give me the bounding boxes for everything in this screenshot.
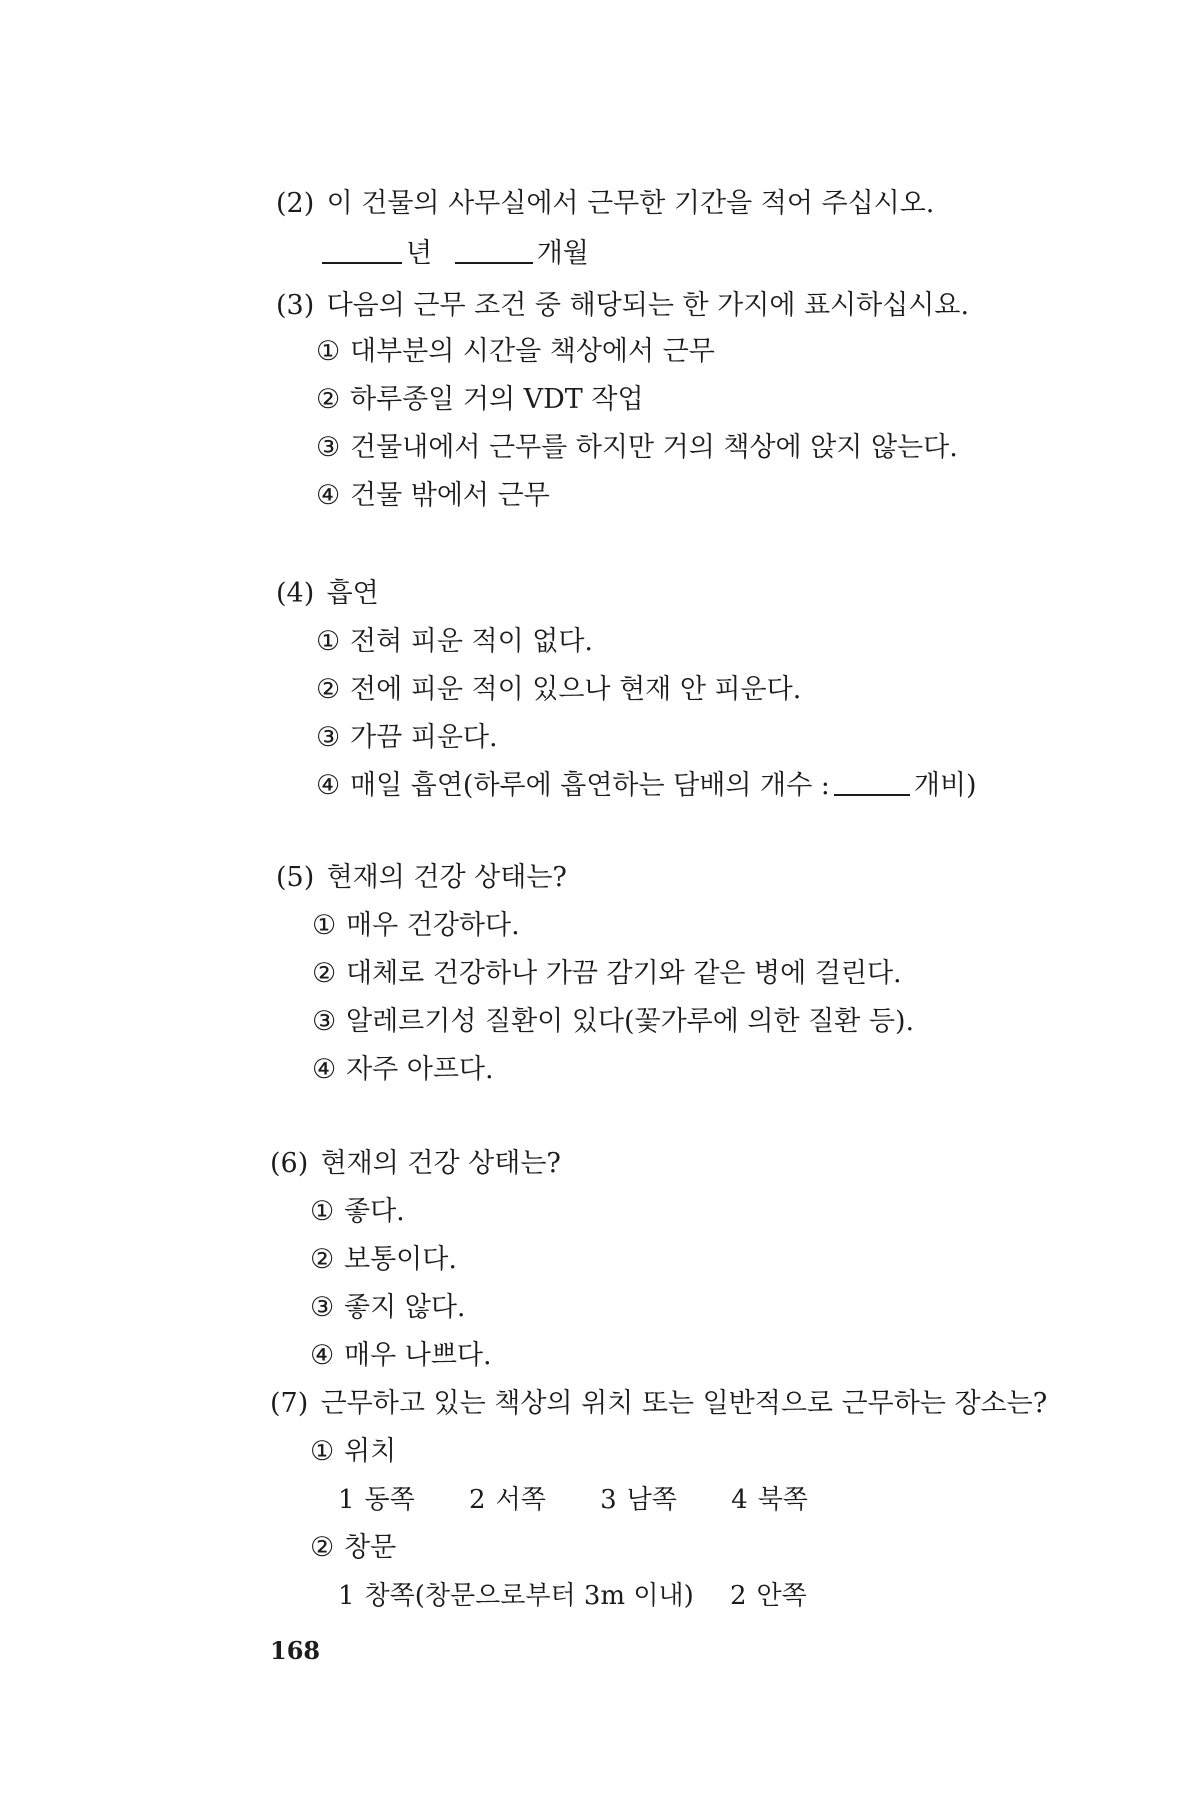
question-text: 근무하고 있는 책상의 위치 또는 일반적으로 근무하는 장소는? (320, 1388, 1048, 1419)
choice-text: 서쪽 (495, 1485, 546, 1515)
cigarette-count-blank (834, 770, 910, 796)
option-mark: ② (312, 958, 337, 989)
choice-item (600, 1485, 677, 1515)
question-number: (5) (276, 862, 315, 893)
option-item (316, 672, 801, 708)
question-number: (6) (270, 1148, 309, 1179)
option-text: 좋다. (344, 1196, 405, 1227)
option-text: 자주 아프다. (346, 1054, 494, 1085)
option-mark: ② (316, 384, 341, 415)
choice-text: 남쪽 (626, 1485, 677, 1515)
option-text: 좋지 않다. (344, 1292, 466, 1323)
years-unit: 년 (406, 238, 433, 269)
choice-number: 2 (469, 1485, 486, 1515)
option-text: 위치 (344, 1436, 397, 1467)
option-mark: ④ (316, 480, 341, 511)
option-mark: ④ (312, 1054, 337, 1085)
choice-number: 2 (730, 1581, 747, 1611)
question-number: (4) (276, 578, 315, 609)
choice-number: 4 (731, 1485, 748, 1515)
option-text: 창문 (344, 1532, 397, 1563)
option-text: 매우 건강하다. (346, 910, 520, 941)
question-7 (270, 1386, 1047, 1422)
choice-number: 3 (600, 1485, 617, 1515)
option-text: 하루종일 거의 VDT 작업 (350, 384, 644, 415)
option-mark: ④ (316, 770, 341, 801)
question-5 (276, 860, 567, 896)
option-item (316, 478, 550, 514)
option-text: 알레르기성 질환이 있다(꽃가루에 의한 질환 등). (346, 1006, 915, 1037)
option-item (310, 1434, 396, 1470)
question-text: 이 건물의 사무실에서 근무한 기간을 적어 주십시오. (326, 188, 935, 219)
option-mark: ③ (312, 1006, 337, 1037)
option-text: 건물 밖에서 근무 (350, 480, 550, 511)
choice-item (338, 1581, 694, 1611)
choice-text: 안쪽 (756, 1581, 807, 1611)
option-mark: ② (316, 674, 341, 705)
option-mark: ① (310, 1436, 335, 1467)
window-choices (338, 1578, 853, 1614)
option-mark: ③ (316, 722, 341, 753)
question-text: 현재의 건강 상태는? (326, 862, 567, 893)
option-text: 매우 나쁘다. (344, 1340, 492, 1371)
option-item (310, 1290, 466, 1326)
page-number: 168 (270, 1636, 321, 1665)
option-mark: ① (316, 336, 341, 367)
option-item (310, 1530, 396, 1566)
years-blank (322, 238, 402, 264)
option-item (312, 908, 520, 944)
choice-text: 창쪽(창문으로부터 3m 이내) (364, 1581, 694, 1611)
option-item (316, 624, 593, 660)
option-mark: ② (310, 1532, 335, 1563)
option-mark: ① (316, 626, 341, 657)
option-item (312, 1052, 494, 1088)
option-item (312, 1004, 914, 1040)
question-text: 다음의 근무 조건 중 해당되는 한 가지에 표시하십시요. (326, 290, 970, 321)
choice-item (730, 1581, 807, 1611)
option-text: 대부분의 시간을 책상에서 근무 (350, 336, 715, 367)
option-mark: ① (312, 910, 337, 941)
option-mark: ③ (310, 1292, 335, 1323)
question-number: (2) (276, 188, 315, 219)
option-item (310, 1338, 492, 1374)
choice-item (338, 1485, 415, 1515)
question-number: (7) (270, 1388, 309, 1419)
option-text: 가끔 피운다. (350, 722, 498, 753)
choice-item (731, 1485, 808, 1515)
option-mark: ② (310, 1244, 335, 1275)
option-item (316, 768, 977, 804)
months-unit: 개월 (536, 238, 589, 269)
duration-fill-line (318, 236, 589, 272)
option-item (310, 1194, 405, 1230)
question-text: 현재의 건강 상태는? (320, 1148, 561, 1179)
question-6 (270, 1146, 561, 1182)
option-text: 대체로 건강하나 가끔 감기와 같은 병에 걸린다. (346, 958, 902, 989)
question-3 (276, 288, 969, 324)
option-mark: ① (310, 1196, 335, 1227)
position-choices (338, 1482, 854, 1518)
option-text: 전혀 피운 적이 없다. (350, 626, 593, 657)
option-text: 전에 피운 적이 있으나 현재 안 피운다. (350, 674, 802, 705)
choice-number: 1 (338, 1581, 355, 1611)
option-suffix: 개비) (913, 770, 977, 801)
option-text: 건물내에서 근무를 하지만 거의 책상에 앉지 않는다. (350, 432, 958, 463)
choice-item (469, 1485, 546, 1515)
option-item (316, 382, 644, 418)
option-item (312, 956, 902, 992)
question-2 (276, 186, 934, 222)
choice-number: 1 (338, 1485, 355, 1515)
months-blank (455, 238, 533, 264)
option-mark: ④ (310, 1340, 335, 1371)
question-text: 흡연 (326, 578, 379, 609)
option-mark: ③ (316, 432, 341, 463)
option-item (316, 334, 715, 370)
choice-text: 북쪽 (757, 1485, 808, 1515)
option-item (316, 430, 958, 466)
option-item (316, 720, 498, 756)
question-4 (276, 576, 379, 612)
option-text: 매일 흡연(하루에 흡연하는 담배의 개수 : (350, 770, 830, 801)
choice-text: 동쪽 (364, 1485, 415, 1515)
question-number: (3) (276, 290, 315, 321)
option-item (310, 1242, 457, 1278)
option-text: 보통이다. (344, 1244, 457, 1275)
